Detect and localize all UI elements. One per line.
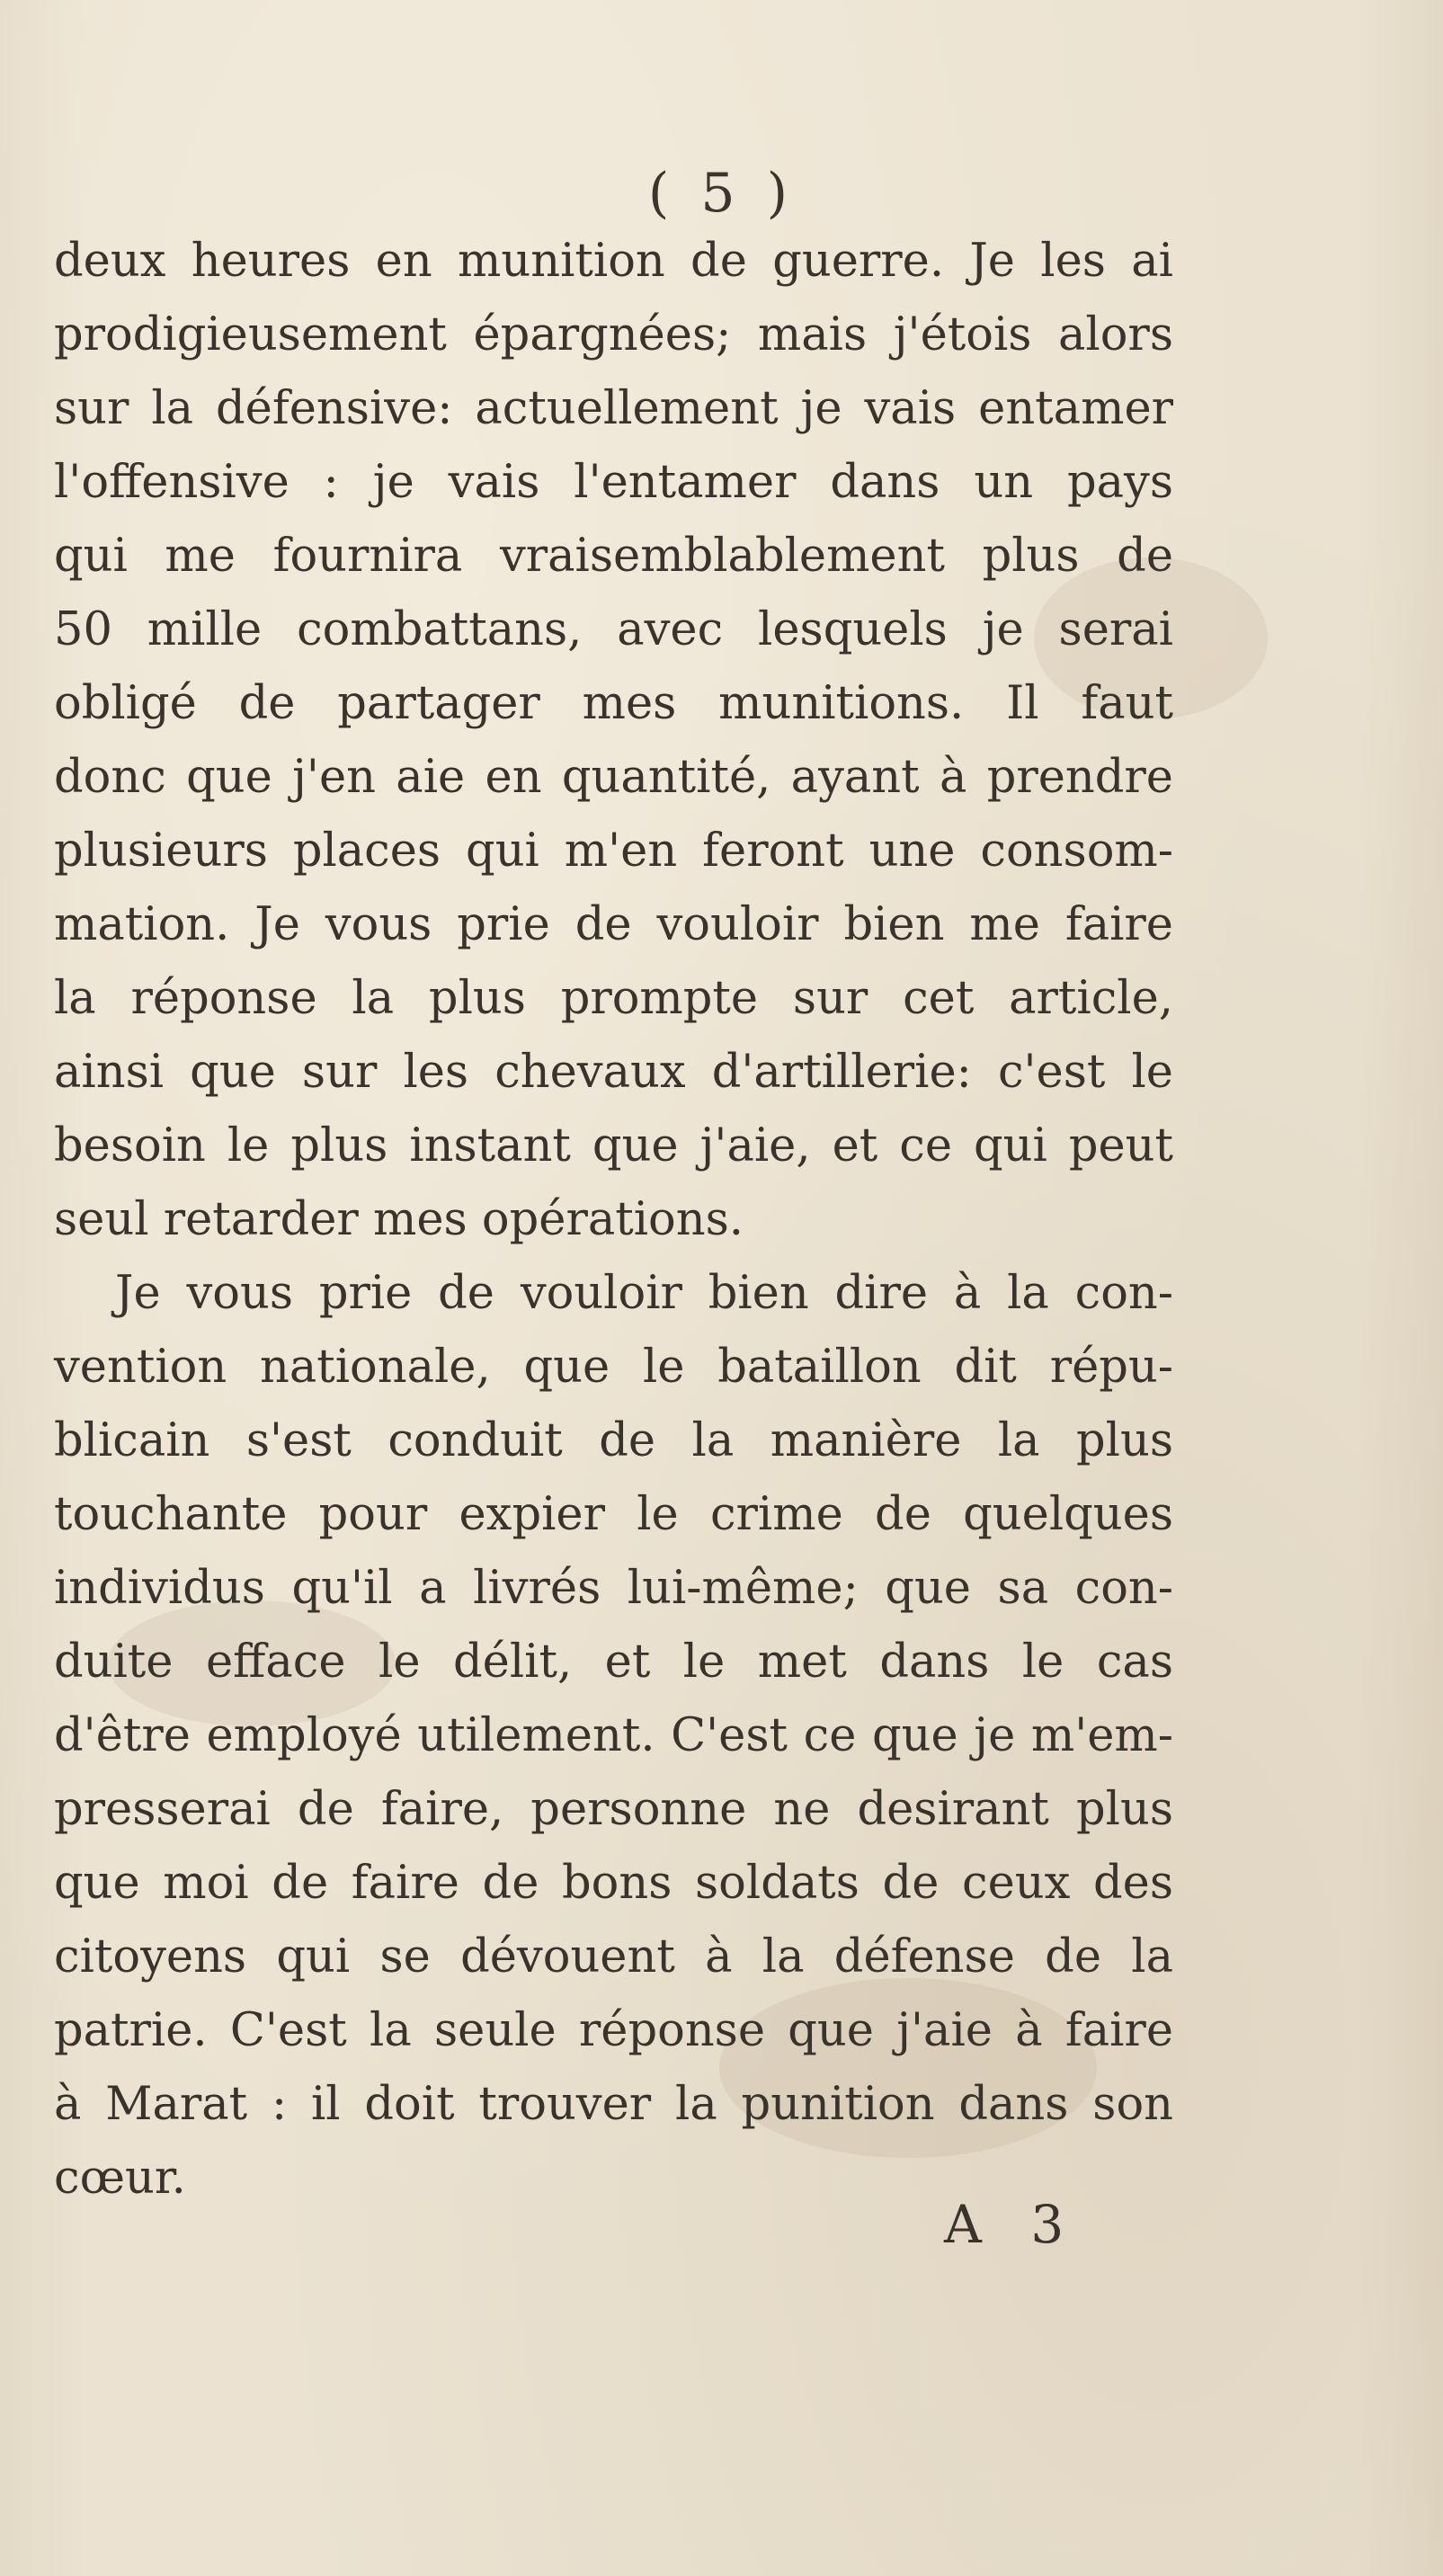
- text-line: ainsi que sur les chevaux d'artillerie: c'est le: [54, 1046, 1173, 1099]
- body-text: [54, 225, 1173, 2215]
- text-line: mation. Je vous prie de vouloir bien me faire: [54, 898, 1173, 951]
- signature-mark: A 3: [944, 2194, 1081, 2255]
- text-line: qui me fournira vraisemblablement plus de: [54, 530, 1173, 583]
- text-line: touchante pour expier le crime de quelques: [54, 1488, 1173, 1541]
- paragraph-2: [54, 1257, 1173, 2215]
- text-line: blicain s'est conduit de la manière la plus: [54, 1414, 1173, 1467]
- text-line: Je vous prie de vouloir bien dire à la con-: [115, 1267, 1173, 1320]
- text-line: 50 mille combattans, avec lesquels je serai: [54, 603, 1173, 656]
- text-line: citoyens qui se dévouent à la défense de la: [54, 1930, 1173, 1983]
- text-line: prodigieusement épargnées; mais j'étois alors: [54, 308, 1173, 361]
- text-line: deux heures en munition de guerre. Je les ai: [54, 235, 1173, 288]
- text-line: cœur.: [54, 2152, 186, 2205]
- text-line: que moi de faire de bons soldats de ceux des: [54, 1857, 1173, 1910]
- text-line: d'être employé utilement. C'est ce que je m'em-: [54, 1709, 1173, 1762]
- text-line: sur la défensive: actuellement je vais entamer: [54, 382, 1173, 435]
- text-line: individus qu'il a livrés lui-même; que sa con-: [54, 1562, 1173, 1615]
- text-line: à Marat : il doit trouver la punition dans son: [54, 2078, 1173, 2131]
- text-line: obligé de partager mes munitions. Il faut: [54, 677, 1173, 730]
- text-line: besoin le plus instant que j'aie, et ce qui peut: [54, 1119, 1173, 1172]
- text-line: duite efface le délit, et le met dans le cas: [54, 1636, 1173, 1689]
- text-line: seul retarder mes opérations.: [54, 1193, 744, 1246]
- page-number: ( 5 ): [647, 162, 796, 225]
- text-line: donc que j'en aie en quantité, ayant à prendre: [54, 751, 1173, 804]
- paragraph-1: [54, 225, 1173, 1257]
- text-line: patrie. C'est la seule réponse que j'aie à faire: [54, 2004, 1173, 2057]
- text-line: vention nationale, que le bataillon dit répu-: [54, 1341, 1173, 1394]
- text-line: la réponse la plus prompte sur cet article,: [54, 972, 1173, 1025]
- text-line: presserai de faire, personne ne desirant plus: [54, 1783, 1173, 1836]
- text-line: plusieurs places qui m'en feront une consom-: [54, 824, 1173, 878]
- text-line: l'offensive : je vais l'entamer dans un pays: [54, 456, 1173, 509]
